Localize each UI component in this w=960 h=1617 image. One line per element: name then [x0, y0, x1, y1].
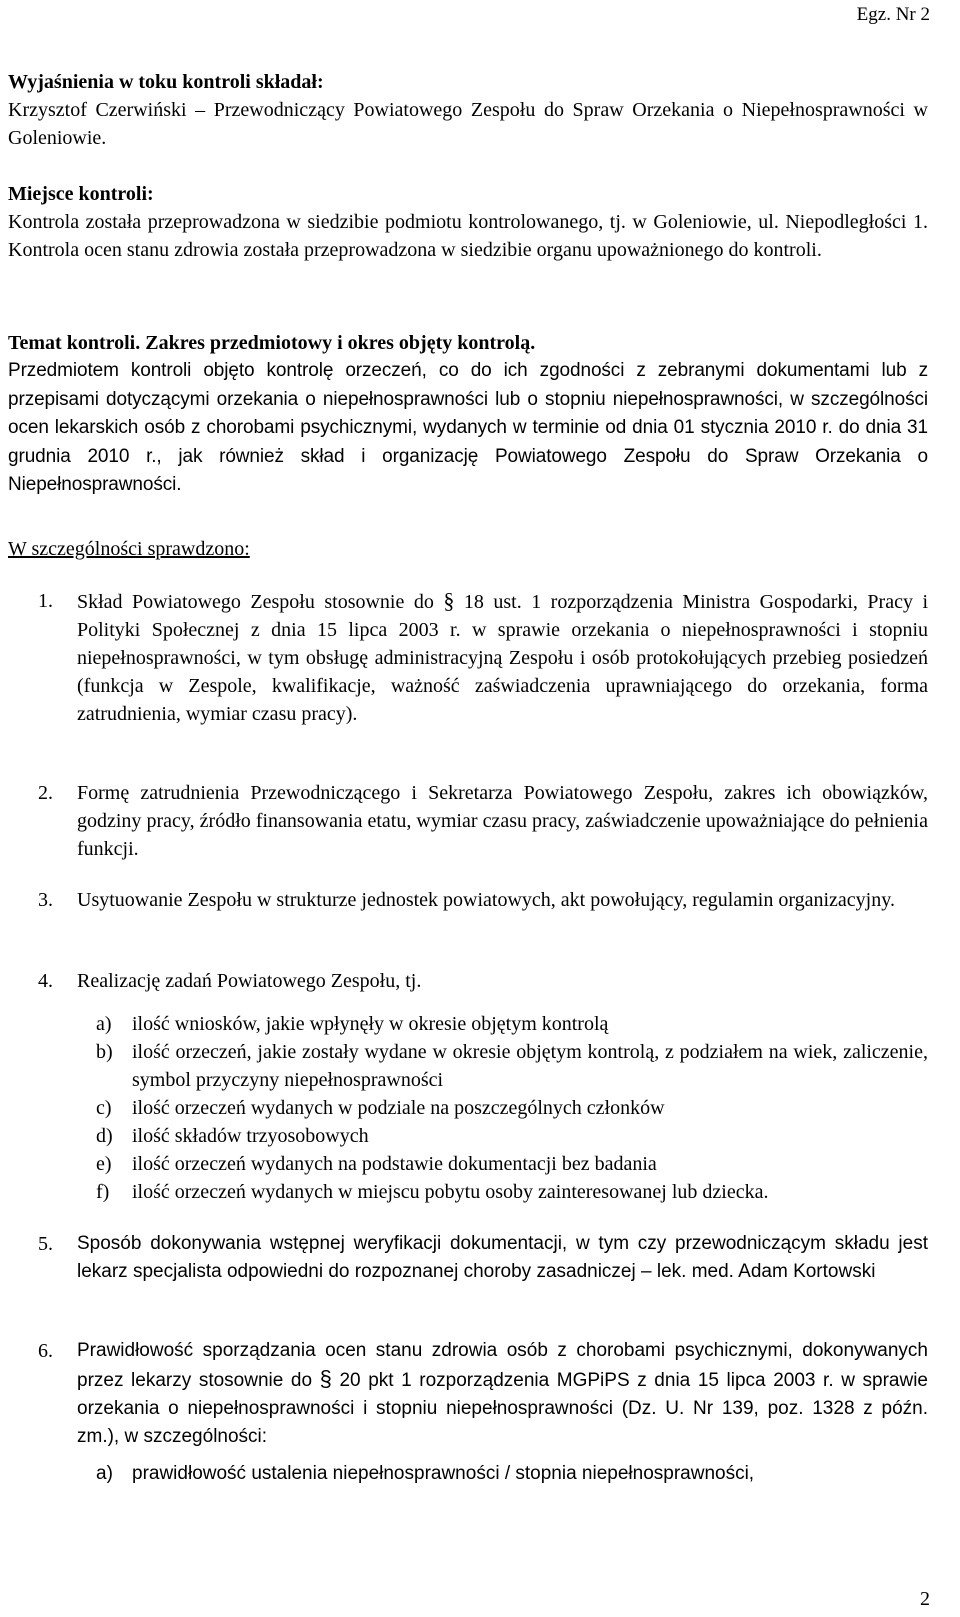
list-item-number: 2. — [38, 782, 53, 804]
section-symbol: § — [319, 1366, 332, 1391]
checked-label-block — [8, 535, 928, 563]
sub-item-text: ilość orzeczeń wydanych w miejscu pobytu osoby zainteresowanej lub dziecka. — [132, 1181, 769, 1203]
location-heading: Miejsce kontroli: — [8, 183, 154, 205]
explanations-text: Krzysztof Czerwiński – Przewodniczący Powiatowego Zespołu do Spraw Orzekania o Niepełnosprawności w Goleniowie. — [8, 99, 928, 149]
list-item-number: 1. — [38, 590, 53, 612]
location-text: Kontrola została przeprowadzona w siedzibie podmiotu kontrolowanego, tj. w Goleniowie, ul. Niepodległości 1. Kontrola ocen stanu zdrowia została przeprowadzona w siedzibie organu upoważnionego do kontroli. — [8, 211, 928, 261]
list-item-6 — [8, 1337, 928, 1451]
list-item-3 — [8, 886, 928, 914]
subject-section — [8, 329, 928, 500]
list-item-text: Realizację zadań Powiatowego Zespołu, tj. — [77, 970, 422, 992]
location-section — [8, 180, 928, 264]
sub-item-letter: a) — [96, 1013, 112, 1035]
list-item-text: Sposób dokonywania wstępnej weryfikacji dokumentacji, w tym czy przewodniczącym składu jest lekarz specjalista odpowiedni do rozpoznanej choroby zasadniczej – lek. med. Adam Kortowski — [77, 1233, 928, 1282]
sub-item-letter: f) — [96, 1181, 110, 1203]
list-item-number: 5. — [38, 1233, 53, 1255]
list-item-5 — [8, 1230, 928, 1286]
sub-item-4e — [8, 1150, 928, 1178]
copy-number: Egz. Nr 2 — [856, 4, 930, 25]
sub-item-letter: d) — [96, 1125, 113, 1147]
sub-item-text: ilość orzeczeń wydanych na podstawie dokumentacji bez badania — [132, 1153, 657, 1175]
page-number: 2 — [920, 1588, 930, 1610]
subject-text: Przedmiotem kontroli objęto kontrolę orzeczeń, co do ich zgodności z zebranymi dokumentami lub z przepisami dotyczącymi orzekania o niepełnosprawności lub o stopniu niepełnosprawności, w szczególności ocen lekarskich osób z chorobami psychicznymi, wydanych w terminie od dnia 01 stycznia 2010 r. do dnia 31 grudnia 2010 r., jak również skład i organizację Powiatowego Zespołu do Spraw Orzekania o Niepełnosprawności. — [8, 360, 928, 495]
sub-item-4f — [8, 1178, 928, 1206]
explanations-section — [8, 68, 928, 152]
list-item-number: 3. — [38, 889, 53, 911]
list-item-text: Prawidłowość sporządzania ocen stanu zdrowia osób z chorobami psychicznymi, dokonywanych przez lekarzy stosownie do § 20 pkt 1 rozporządzenia MGPiPS z dnia 15 lipca 2003 r. w sprawie orzekania o niepełnosprawności i stopniu niepełnosprawności (Dz. U. Nr 139, poz. 1328 z późn. zm.), w szczególności: — [77, 1340, 928, 1447]
section-symbol: § — [443, 588, 455, 613]
list-item-1 — [8, 587, 928, 728]
sub-item-4c — [8, 1094, 928, 1122]
list-item-text: Usytuowanie Zespołu w strukturze jednostek powiatowych, akt powołujący, regulamin organizacyjny. — [77, 889, 895, 911]
sub-item-letter: a) — [96, 1463, 113, 1484]
sub-item-letter: b) — [96, 1041, 113, 1063]
sub-item-text: ilość orzeczeń, jakie zostały wydane w okresie objętym kontrolą, z podziałem na wiek, zaliczenie, symbol przyczyny niepełnosprawności — [132, 1041, 928, 1091]
list-item-text: Formę zatrudnienia Przewodniczącego i Sekretarza Powiatowego Zespołu, zakres ich obowiązków, godziny pracy, źródło finansowania etatu, wymiar czasu pracy, zaświadczenie upoważniające do pełnienia funkcji. — [77, 782, 928, 860]
subject-heading: Temat kontroli. Zakres przedmiotowy i okres objęty kontrolą. — [8, 332, 536, 354]
sub-item-text: ilość orzeczeń wydanych w podziale na poszczególnych członków — [132, 1097, 665, 1119]
list-item-4 — [8, 967, 928, 995]
sub-item-letter: e) — [96, 1153, 112, 1175]
sub-item-6a — [8, 1460, 928, 1488]
sub-item-text: ilość składów trzyosobowych — [132, 1125, 369, 1147]
list-item-number: 6. — [38, 1340, 53, 1362]
sub-item-4a — [8, 1010, 928, 1038]
sub-item-4b — [8, 1038, 928, 1094]
list-item-text: Skład Powiatowego Zespołu stosownie do § 18 ust. 1 rozporządzenia Ministra Gospodarki, Pracy i Polityki Społecznej z dnia 15 lipca 2003 r. w sprawie orzekania o niepełnosprawności i stopniu niepełnosprawności, w tym obsługę administracyjną Zespołu i osób protokołujących przebieg posiedzeń (funkcja w Zespole, kwalifikacje, ważność zaświadczenia uprawniającego do orzekania, forma zatrudnienia, wymiar czasu pracy). — [77, 588, 928, 725]
checked-label: W szczególności sprawdzono: — [8, 538, 250, 560]
explanations-heading: Wyjaśnienia w toku kontroli składał: — [8, 71, 324, 93]
sub-item-text: prawidłowość ustalenia niepełnosprawności / stopnia niepełnosprawności, — [132, 1463, 755, 1484]
sub-item-letter: c) — [96, 1097, 112, 1119]
sub-item-text: ilość wniosków, jakie wpłynęły w okresie objętym kontrolą — [132, 1013, 609, 1035]
list-item-number: 4. — [38, 970, 53, 992]
list-item-2 — [8, 779, 928, 863]
sub-item-4d — [8, 1122, 928, 1150]
